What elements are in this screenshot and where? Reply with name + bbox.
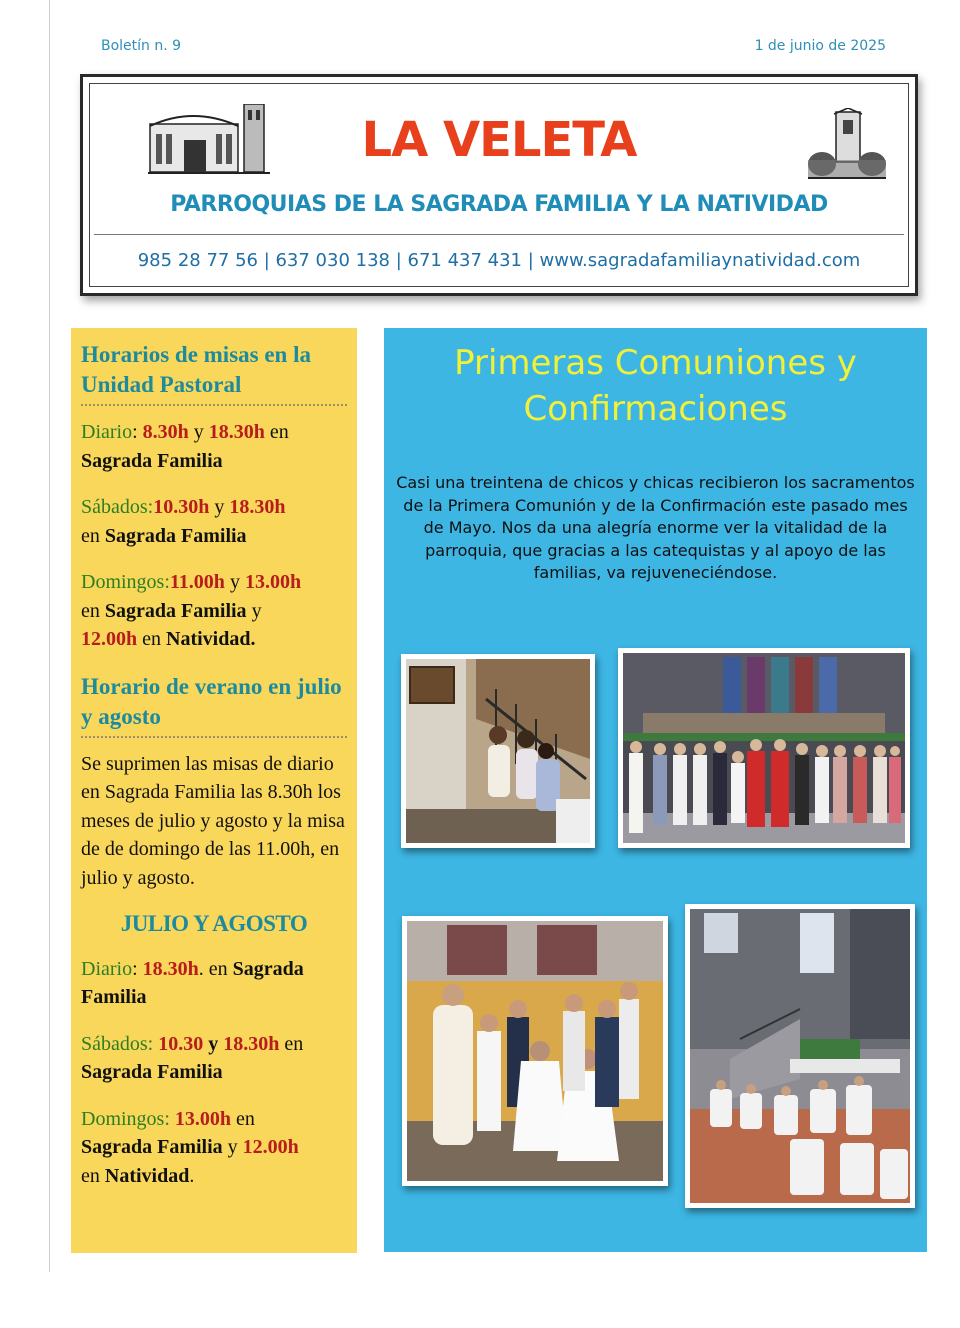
summer-months-heading: JULIO Y AGOSTO [120, 911, 308, 936]
photo-communion-children [402, 916, 668, 1186]
summer-weekday-label: Diario [81, 957, 133, 980]
summer-weekday-place: Sagrada Familia [81, 957, 304, 1008]
conjunction: y [209, 496, 230, 518]
period: . [189, 1164, 195, 1187]
summer-saturday-time-2: 18.30h [223, 1032, 280, 1055]
conjunction: y [246, 599, 262, 622]
preposition: en [137, 628, 167, 650]
conjunction: y [203, 1032, 224, 1055]
dotted-divider [81, 404, 347, 406]
summer-sunday-schedule [81, 1105, 347, 1191]
weekday-time-2: 18.30h [208, 421, 265, 443]
sunday-time-2: 13.00h [244, 571, 302, 593]
summer-heading: Horario de verano en julio y agosto [81, 673, 342, 729]
mass-schedule-panel [71, 328, 357, 1253]
sunday-time-1: 11.00h [169, 571, 225, 593]
saturday-label: Sábados [81, 496, 148, 518]
schedule-heading: Horarios de misas en la Unidad Pastoral [81, 342, 311, 397]
sunday-schedule [81, 568, 347, 654]
article-body: Casi una treintena de chicos y chicas recibieron los sacramentos de la Primera Comunión y de la Confirmación este pasado mes de Mayo. Nos da una alegría enorme ver la vitalidad de la parroquia, que gracias a las catequistas y al apoyo de las familias, va rejuveneciéndose. [396, 473, 915, 582]
photo-church-interior-image [690, 909, 910, 1203]
sunday-place-1: Sagrada Familia [104, 599, 247, 622]
newsletter-title: LA VELETA [361, 112, 637, 168]
bulletin-number: Boletín n. 9 [101, 38, 182, 54]
colon: : [132, 421, 143, 443]
photo-church-interior [685, 904, 915, 1208]
weekday-time-1: 8.30h [142, 421, 189, 443]
colon: : [147, 1032, 159, 1055]
preposition: en [264, 421, 289, 443]
photo-altar-group-image [623, 653, 905, 843]
masthead-frame [89, 83, 909, 287]
preposition: en [279, 1032, 304, 1055]
preposition: en [231, 1107, 255, 1130]
photo-communion-children-image [407, 921, 663, 1181]
saturday-time-2: 18.30h [229, 496, 286, 518]
article-title: Primeras Comuniones y Confirmaciones [454, 343, 857, 429]
sunday-label: Domingos [81, 571, 165, 593]
page-margin-rule [49, 0, 50, 1272]
weekday-schedule [81, 418, 347, 475]
colon: : [164, 571, 170, 593]
masthead [80, 74, 918, 296]
summer-sunday-place-2: Natividad [104, 1164, 190, 1187]
weekday-place: Sagrada Familia [81, 449, 223, 472]
conjunction: y [222, 1136, 243, 1158]
sunday-place-2: Natividad. [166, 628, 256, 650]
weekday-label: Diario [81, 421, 133, 443]
conjunction: y [188, 421, 209, 443]
summer-saturday-label: Sábados [81, 1032, 148, 1055]
summer-weekday-schedule [81, 955, 347, 1012]
preposition: . en [198, 957, 233, 980]
summer-sunday-label: Domingos [81, 1107, 165, 1130]
preposition: en [81, 1164, 105, 1187]
contact-line: 985 28 77 56 | 637 030 138 | 671 437 431 | www.sagradafamiliaynatividad.com [137, 250, 861, 271]
colon: : [132, 957, 143, 980]
bulletin-date: 1 de junio de 2025 [754, 38, 886, 54]
colon: : [164, 1107, 175, 1130]
summer-sunday-time-2: 12.00h [242, 1136, 299, 1158]
sunday-time-3: 12.00h [81, 628, 138, 650]
summer-weekday-time: 18.30h [142, 957, 199, 980]
saturday-place: Sagrada Familia [104, 524, 247, 547]
photo-girls-staircase-image [406, 659, 590, 843]
conjunction: y [224, 571, 245, 593]
summer-saturday-place: Sagrada Familia [81, 1061, 223, 1083]
masthead-divider [94, 234, 904, 235]
preposition: en [81, 524, 105, 547]
dotted-divider [81, 736, 347, 738]
summer-saturday-time-1: 10.30 [158, 1032, 204, 1055]
summer-notice: Se suprimen las misas de diario en Sagrada Familia las 8.30h los meses de julio y agosto y la misa de de domingo de las 11.00h, en julio y agosto. [81, 752, 345, 889]
photo-altar-group [618, 648, 910, 848]
saturday-time-1: 10.30h [153, 496, 210, 518]
preposition: en [81, 599, 105, 622]
newsletter-subtitle: PARROQUIAS DE LA SAGRADA FAMILIA Y LA NATIVIDAD [170, 192, 828, 217]
saturday-schedule [81, 493, 347, 550]
summer-sunday-place-1: Sagrada Familia [81, 1136, 223, 1158]
photo-girls-staircase [401, 654, 595, 848]
summer-sunday-time-1: 13.00h [174, 1107, 232, 1130]
colon: : [147, 496, 154, 518]
summer-saturday-schedule [81, 1030, 347, 1087]
communion-article-panel [384, 328, 927, 1252]
